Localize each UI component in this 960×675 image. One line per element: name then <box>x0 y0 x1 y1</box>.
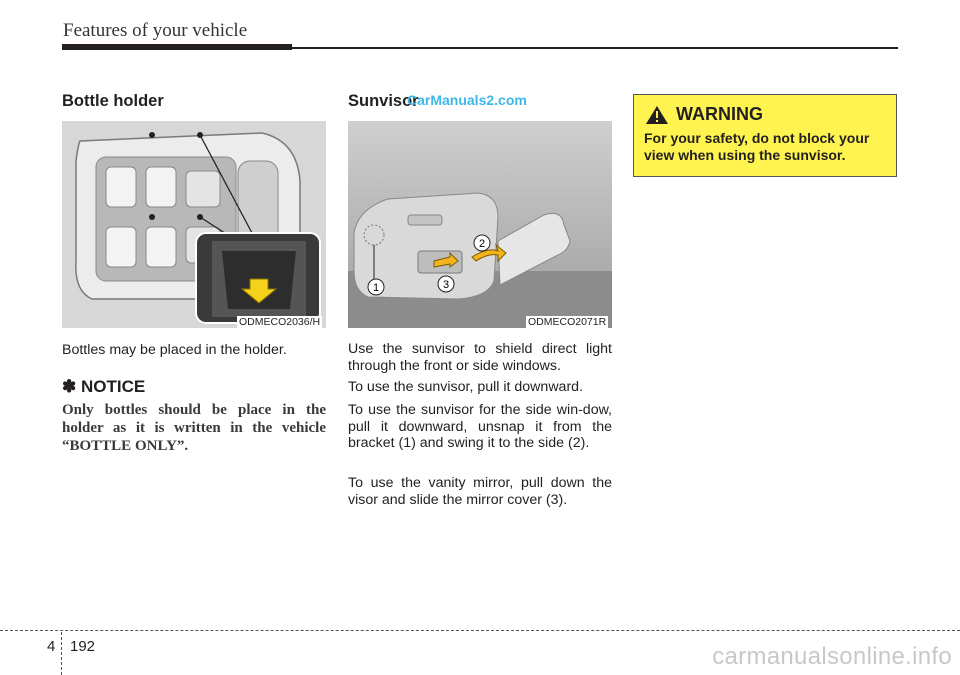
callout-3 <box>438 276 454 292</box>
sunvisor-illustration <box>348 121 612 328</box>
car-interior-image <box>62 121 326 328</box>
footer-rule <box>0 630 960 631</box>
page-number: 192 <box>70 638 96 655</box>
sunvisor-heading: Sunvisor <box>348 92 419 110</box>
sunvisor-para-2: To use the sunvisor, pull it downward. <box>348 379 584 395</box>
svg-text:2: 2 <box>478 238 486 250</box>
warning-text: For your safety, do not block your view when using the sunvisor. <box>644 130 870 163</box>
carmanuals-watermark: CarManuals2.com <box>407 92 527 108</box>
site-watermark: carmanualsonline.info <box>712 643 952 670</box>
bottle-holder-body: Bottles may be placed in the holder. <box>62 342 287 358</box>
svg-text:1: 1 <box>372 282 380 294</box>
header-rule-thin <box>292 47 898 49</box>
chapter-number: 4 <box>47 638 56 655</box>
sunvisor-para-3: To use the sunvisor for the side win-dow, pull it downward, unsnap it from the bracket (1) and swing it to the side (2). <box>348 402 612 451</box>
sunvisor-image <box>348 121 612 328</box>
callout-2 <box>474 235 490 251</box>
sunvisor-para-1: Use the sunvisor to shield direct light through the front or side windows. <box>348 341 612 374</box>
bottle-holder-illustration <box>62 121 326 328</box>
footer-divider <box>61 632 62 675</box>
svg-text:3: 3 <box>442 279 450 291</box>
bottle-holder-heading: Bottle holder <box>62 92 164 110</box>
notice-text: Only bottles should be place in the holder as it is written in the vehicle “BOTTLE ONLY”. <box>62 402 326 454</box>
bottle-holder-figure-code: ODMECO2036/H <box>239 316 321 328</box>
header-rule-thick <box>62 44 292 50</box>
callout-1 <box>368 279 384 295</box>
warning-triangle-icon <box>645 105 669 130</box>
sunvisor-para-4: To use the vanity mirror, pull down the visor and slide the mirror cover (3). <box>348 475 612 508</box>
page-header-title: Features of your vehicle <box>63 20 248 41</box>
warning-box <box>633 94 897 177</box>
sunvisor-figure-code: ODMECO2071R <box>528 316 607 328</box>
notice-title: ✽ NOTICE <box>62 377 146 396</box>
warning-title: WARNING <box>676 104 763 124</box>
